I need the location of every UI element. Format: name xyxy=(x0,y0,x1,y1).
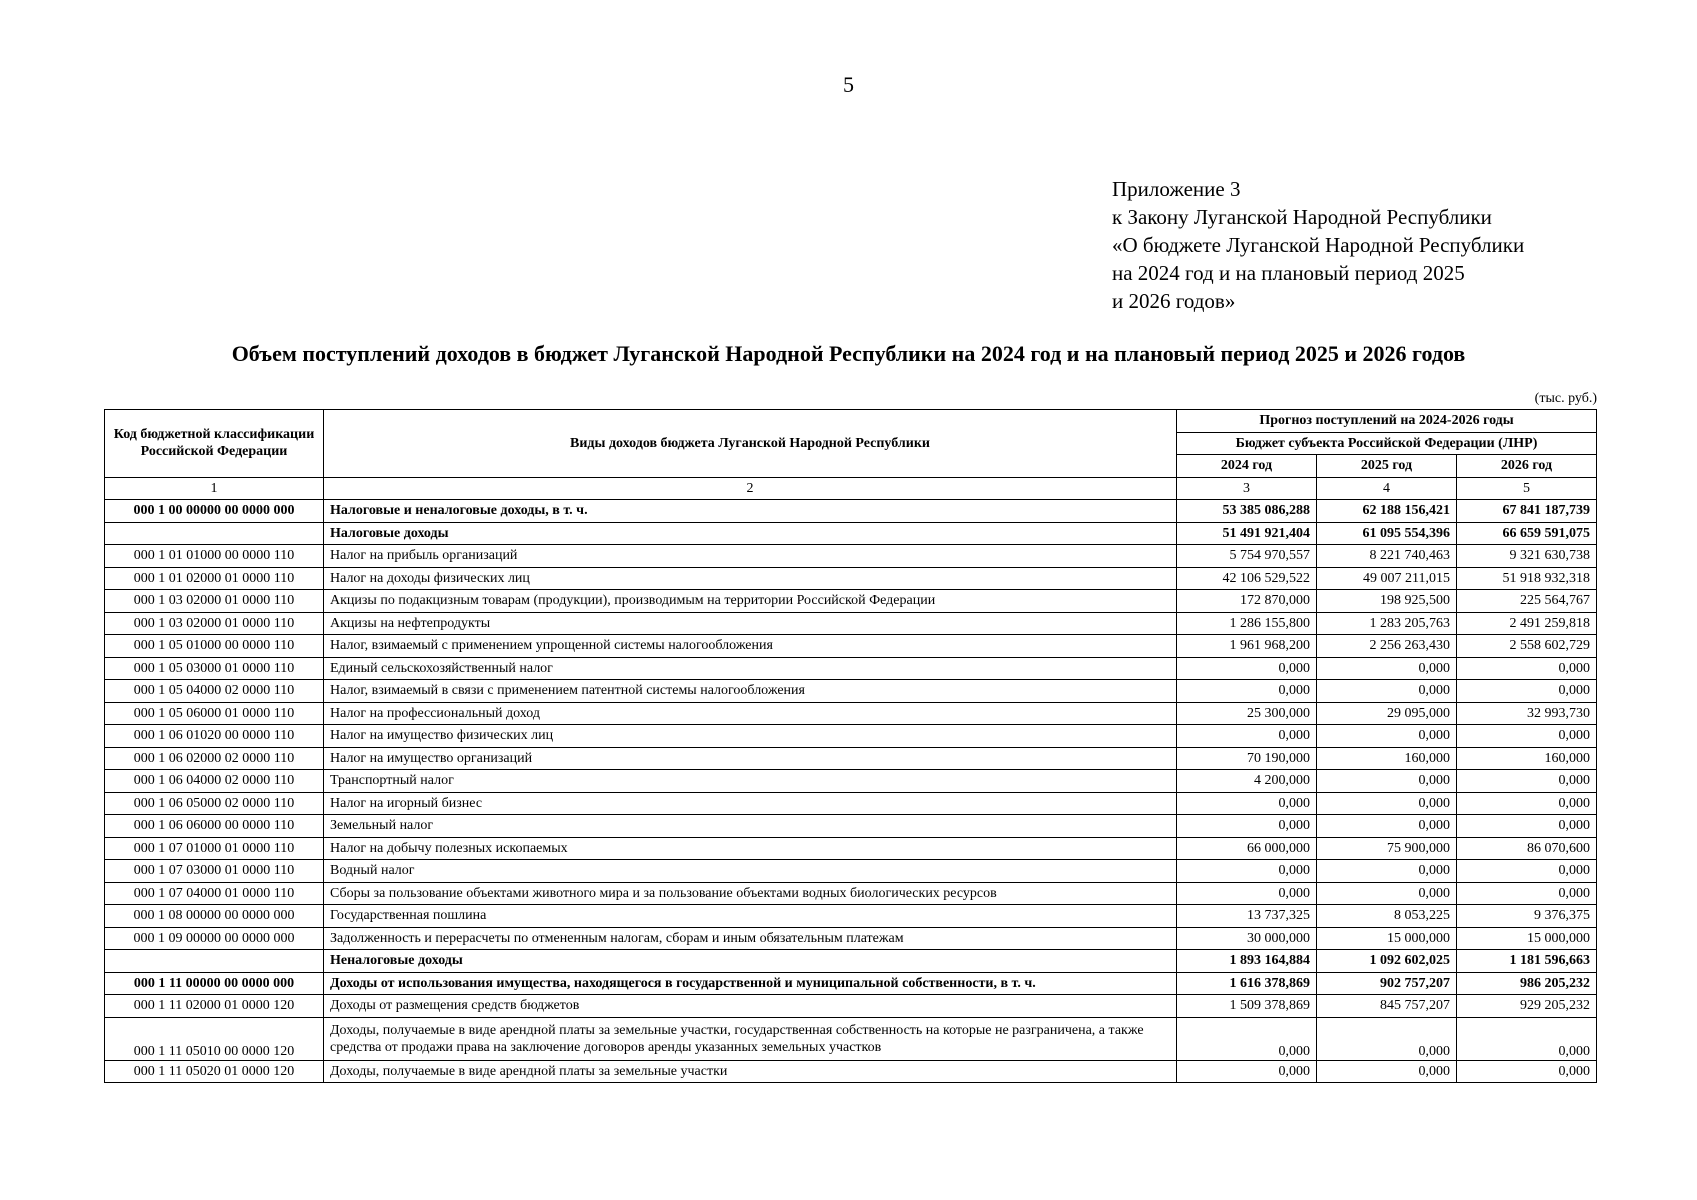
row-value-2025: 0,000 xyxy=(1317,792,1457,815)
table-row xyxy=(105,500,1597,523)
row-value-2025: 160,000 xyxy=(1317,747,1457,770)
column-number-row xyxy=(105,477,1597,500)
row-value-2026: 986 205,232 xyxy=(1457,972,1597,995)
row-value-2025: 75 900,000 xyxy=(1317,837,1457,860)
row-name: Налог на профессиональный доход xyxy=(324,702,1177,725)
row-value-2024: 25 300,000 xyxy=(1177,702,1317,725)
row-value-2026: 0,000 xyxy=(1457,1017,1597,1060)
row-name: Налог на прибыль организаций xyxy=(324,545,1177,568)
row-value-2025: 0,000 xyxy=(1317,680,1457,703)
row-value-2024: 1 961 968,200 xyxy=(1177,635,1317,658)
column-number: 2 xyxy=(324,477,1177,500)
table-row xyxy=(105,1060,1597,1083)
row-name: Налог на игорный бизнес xyxy=(324,792,1177,815)
header-budget: Бюджет субъекта Российской Федерации (ЛНР) xyxy=(1177,432,1597,455)
row-value-2025: 62 188 156,421 xyxy=(1317,500,1457,523)
table-row xyxy=(105,657,1597,680)
row-value-2026: 0,000 xyxy=(1457,860,1597,883)
row-value-2024: 1 286 155,800 xyxy=(1177,612,1317,635)
table-row xyxy=(105,905,1597,928)
table-row xyxy=(105,995,1597,1018)
table-row xyxy=(105,747,1597,770)
row-value-2024: 13 737,325 xyxy=(1177,905,1317,928)
table-row xyxy=(105,612,1597,635)
row-value-2026: 0,000 xyxy=(1457,815,1597,838)
appendix-line: «О бюджете Луганской Народной Республики xyxy=(1112,233,1525,257)
row-value-2026: 9 321 630,738 xyxy=(1457,545,1597,568)
row-value-2024: 30 000,000 xyxy=(1177,927,1317,950)
row-value-2026: 929 205,232 xyxy=(1457,995,1597,1018)
row-code xyxy=(105,522,324,545)
table-row xyxy=(105,680,1597,703)
header-year: 2026 год xyxy=(1457,455,1597,478)
table-row xyxy=(105,567,1597,590)
row-value-2025: 0,000 xyxy=(1317,657,1457,680)
row-value-2026: 1 181 596,663 xyxy=(1457,950,1597,973)
row-value-2024: 53 385 086,288 xyxy=(1177,500,1317,523)
row-code: 000 1 11 05010 00 0000 120 xyxy=(105,1017,324,1060)
row-value-2025: 0,000 xyxy=(1317,725,1457,748)
row-code: 000 1 06 05000 02 0000 110 xyxy=(105,792,324,815)
row-value-2024: 0,000 xyxy=(1177,815,1317,838)
row-value-2026: 0,000 xyxy=(1457,770,1597,793)
row-code: 000 1 06 01020 00 0000 110 xyxy=(105,725,324,748)
row-code: 000 1 09 00000 00 0000 000 xyxy=(105,927,324,950)
row-value-2024: 0,000 xyxy=(1177,792,1317,815)
row-value-2025: 0,000 xyxy=(1317,770,1457,793)
table-row xyxy=(105,972,1597,995)
appendix-line: на 2024 год и на плановый период 2025 xyxy=(1112,261,1465,285)
row-code: 000 1 11 02000 01 0000 120 xyxy=(105,995,324,1018)
row-code: 000 1 01 01000 00 0000 110 xyxy=(105,545,324,568)
row-name: Доходы, получаемые в виде арендной платы за земельные участки xyxy=(324,1060,1177,1083)
row-value-2025: 61 095 554,396 xyxy=(1317,522,1457,545)
row-name: Налог, взимаемый с применением упрощенной системы налогообложения xyxy=(324,635,1177,658)
row-code: 000 1 06 06000 00 0000 110 xyxy=(105,815,324,838)
row-value-2024: 0,000 xyxy=(1177,882,1317,905)
row-value-2025: 49 007 211,015 xyxy=(1317,567,1457,590)
row-value-2025: 0,000 xyxy=(1317,860,1457,883)
row-value-2025: 198 925,500 xyxy=(1317,590,1457,613)
row-value-2026: 0,000 xyxy=(1457,725,1597,748)
header-name: Виды доходов бюджета Луганской Народной Республики xyxy=(324,410,1177,478)
row-value-2024: 1 893 164,884 xyxy=(1177,950,1317,973)
row-value-2025: 1 283 205,763 xyxy=(1317,612,1457,635)
row-value-2026: 51 918 932,318 xyxy=(1457,567,1597,590)
row-value-2024: 66 000,000 xyxy=(1177,837,1317,860)
row-value-2025: 0,000 xyxy=(1317,1060,1457,1083)
row-code: 000 1 08 00000 00 0000 000 xyxy=(105,905,324,928)
row-name: Доходы от размещения средств бюджетов xyxy=(324,995,1177,1018)
table-row xyxy=(105,815,1597,838)
table-body xyxy=(105,500,1597,1083)
table-row xyxy=(105,545,1597,568)
row-value-2025: 29 095,000 xyxy=(1317,702,1457,725)
table-row xyxy=(105,927,1597,950)
row-code: 000 1 05 03000 01 0000 110 xyxy=(105,657,324,680)
table-row xyxy=(105,635,1597,658)
row-value-2025: 8 053,225 xyxy=(1317,905,1457,928)
row-value-2024: 0,000 xyxy=(1177,680,1317,703)
row-value-2024: 0,000 xyxy=(1177,725,1317,748)
row-code: 000 1 06 02000 02 0000 110 xyxy=(105,747,324,770)
row-value-2026: 0,000 xyxy=(1457,657,1597,680)
row-value-2025: 1 092 602,025 xyxy=(1317,950,1457,973)
row-name: Водный налог xyxy=(324,860,1177,883)
table-row xyxy=(105,882,1597,905)
row-code: 000 1 07 01000 01 0000 110 xyxy=(105,837,324,860)
table-row xyxy=(105,702,1597,725)
row-name: Неналоговые доходы xyxy=(324,950,1177,973)
row-code: 000 1 05 04000 02 0000 110 xyxy=(105,680,324,703)
row-name: Задолженность и перерасчеты по отмененным налогам, сборам и иным обязательным платежам xyxy=(324,927,1177,950)
row-name: Налог на имущество физических лиц xyxy=(324,725,1177,748)
row-name: Налоговые и неналоговые доходы, в т. ч. xyxy=(324,500,1177,523)
row-value-2025: 8 221 740,463 xyxy=(1317,545,1457,568)
row-value-2026: 67 841 187,739 xyxy=(1457,500,1597,523)
row-name: Земельный налог xyxy=(324,815,1177,838)
row-value-2025: 902 757,207 xyxy=(1317,972,1457,995)
row-value-2026: 0,000 xyxy=(1457,792,1597,815)
row-name: Единый сельскохозяйственный налог xyxy=(324,657,1177,680)
page-number: 5 xyxy=(843,72,854,97)
table-row xyxy=(105,950,1597,973)
row-value-2026: 32 993,730 xyxy=(1457,702,1597,725)
row-code: 000 1 00 00000 00 0000 000 xyxy=(105,500,324,523)
row-value-2024: 0,000 xyxy=(1177,860,1317,883)
table-row xyxy=(105,1017,1597,1060)
table-row xyxy=(105,837,1597,860)
column-number: 3 xyxy=(1177,477,1317,500)
column-number: 5 xyxy=(1457,477,1597,500)
row-value-2024: 0,000 xyxy=(1177,1017,1317,1060)
row-code: 000 1 11 05020 01 0000 120 xyxy=(105,1060,324,1083)
row-value-2025: 845 757,207 xyxy=(1317,995,1457,1018)
row-code: 000 1 06 04000 02 0000 110 xyxy=(105,770,324,793)
column-number: 4 xyxy=(1317,477,1457,500)
row-value-2024: 0,000 xyxy=(1177,657,1317,680)
row-code: 000 1 01 02000 01 0000 110 xyxy=(105,567,324,590)
appendix-line: Приложение 3 xyxy=(1112,177,1241,201)
header-forecast: Прогноз поступлений на 2024-2026 годы xyxy=(1177,410,1597,433)
row-value-2025: 0,000 xyxy=(1317,1017,1457,1060)
row-value-2026: 0,000 xyxy=(1457,680,1597,703)
table-row xyxy=(105,725,1597,748)
appendix-line: и 2026 годов» xyxy=(1112,289,1236,313)
row-value-2024: 172 870,000 xyxy=(1177,590,1317,613)
row-value-2026: 66 659 591,075 xyxy=(1457,522,1597,545)
row-value-2024: 1 616 378,869 xyxy=(1177,972,1317,995)
table-row xyxy=(105,590,1597,613)
row-name: Доходы от использования имущества, находящегося в государственной и муниципальной собственности, в т. ч. xyxy=(324,972,1177,995)
row-value-2026: 225 564,767 xyxy=(1457,590,1597,613)
row-value-2026: 86 070,600 xyxy=(1457,837,1597,860)
row-code: 000 1 07 03000 01 0000 110 xyxy=(105,860,324,883)
row-name: Налог на доходы физических лиц xyxy=(324,567,1177,590)
row-name: Доходы, получаемые в виде арендной платы за земельные участки, государственная собственность на которые не разграничена, а также средства от продажи права на заключение договоров аренды указанных земельных участков xyxy=(324,1017,1177,1060)
row-value-2026: 2 491 259,818 xyxy=(1457,612,1597,635)
row-code xyxy=(105,950,324,973)
row-value-2024: 0,000 xyxy=(1177,1060,1317,1083)
row-value-2026: 0,000 xyxy=(1457,882,1597,905)
row-value-2026: 160,000 xyxy=(1457,747,1597,770)
row-code: 000 1 03 02000 01 0000 110 xyxy=(105,590,324,613)
row-name: Акцизы по подакцизным товарам (продукции), производимым на территории Российской Федерации xyxy=(324,590,1177,613)
row-value-2025: 0,000 xyxy=(1317,815,1457,838)
appendix-line: к Закону Луганской Народной Республики xyxy=(1112,205,1492,229)
row-value-2024: 4 200,000 xyxy=(1177,770,1317,793)
row-value-2024: 51 491 921,404 xyxy=(1177,522,1317,545)
header-year: 2025 год xyxy=(1317,455,1457,478)
row-name: Налог на имущество организаций xyxy=(324,747,1177,770)
row-name: Акцизы на нефтепродукты xyxy=(324,612,1177,635)
row-name: Государственная пошлина xyxy=(324,905,1177,928)
row-code: 000 1 05 06000 01 0000 110 xyxy=(105,702,324,725)
row-value-2026: 15 000,000 xyxy=(1457,927,1597,950)
row-value-2024: 70 190,000 xyxy=(1177,747,1317,770)
row-value-2025: 15 000,000 xyxy=(1317,927,1457,950)
unit-note: (тыс. руб.) xyxy=(1534,391,1597,406)
row-name: Транспортный налог xyxy=(324,770,1177,793)
row-value-2026: 2 558 602,729 xyxy=(1457,635,1597,658)
table-row xyxy=(105,770,1597,793)
header-year: 2024 год xyxy=(1177,455,1317,478)
row-value-2024: 1 509 378,869 xyxy=(1177,995,1317,1018)
row-code: 000 1 11 00000 00 0000 000 xyxy=(105,972,324,995)
document-title: Объем поступлений доходов в бюджет Луганской Народной Республики на 2024 год и на плановый период 2025 и 2026 годов xyxy=(231,341,1466,366)
row-value-2025: 0,000 xyxy=(1317,882,1457,905)
row-value-2026: 0,000 xyxy=(1457,1060,1597,1083)
table-row xyxy=(105,522,1597,545)
row-value-2025: 2 256 263,430 xyxy=(1317,635,1457,658)
table-row xyxy=(105,860,1597,883)
row-name: Налоговые доходы xyxy=(324,522,1177,545)
row-code: 000 1 05 01000 00 0000 110 xyxy=(105,635,324,658)
row-value-2026: 9 376,375 xyxy=(1457,905,1597,928)
row-code: 000 1 03 02000 01 0000 110 xyxy=(105,612,324,635)
row-value-2024: 5 754 970,557 xyxy=(1177,545,1317,568)
revenue-table xyxy=(104,409,1597,1083)
row-value-2024: 42 106 529,522 xyxy=(1177,567,1317,590)
row-code: 000 1 07 04000 01 0000 110 xyxy=(105,882,324,905)
column-number: 1 xyxy=(105,477,324,500)
row-name: Сборы за пользование объектами животного мира и за пользование объектами водных биологических ресурсов xyxy=(324,882,1177,905)
row-name: Налог на добычу полезных ископаемых xyxy=(324,837,1177,860)
appendix-note xyxy=(1112,175,1524,315)
table-row xyxy=(105,792,1597,815)
header-code: Код бюджетной классификации Российской Федерации xyxy=(105,410,324,478)
row-name: Налог, взимаемый в связи с применением патентной системы налогообложения xyxy=(324,680,1177,703)
